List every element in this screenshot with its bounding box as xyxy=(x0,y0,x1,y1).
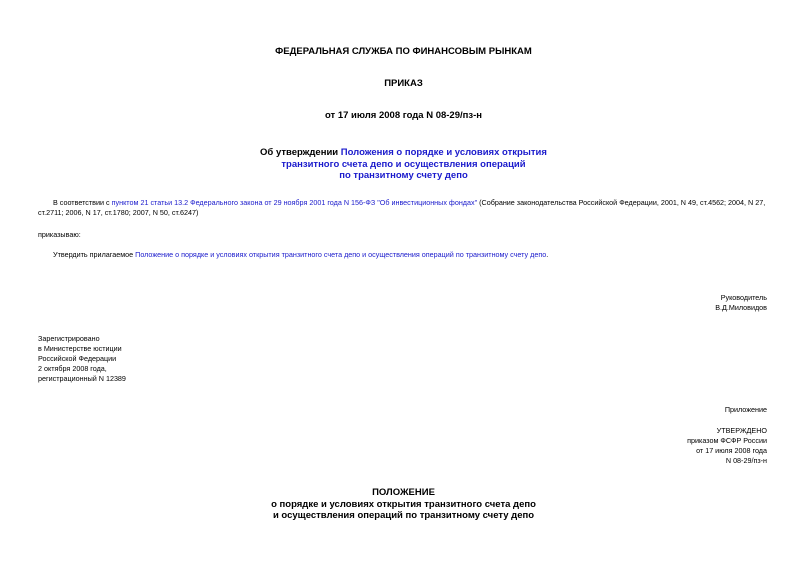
title-link-line2[interactable]: транзитного счета депо и осуществления операций xyxy=(281,158,526,170)
regulation-subtitle-line2: и осуществления операций по транзитному счету депо xyxy=(272,510,535,521)
signature-block xyxy=(715,293,767,313)
registration-line: в Министерстве юстиции xyxy=(38,344,122,353)
regulation-subtitle-line1: о порядке и условиях открытия транзитного счета депо xyxy=(271,498,536,510)
title-link-line3[interactable]: по транзитному счету депо xyxy=(339,170,468,181)
approval-line: УТВЕРЖДЕНО xyxy=(716,426,767,435)
title-prefix: Об утверждении xyxy=(260,147,341,158)
registration-line: 2 октября 2008 года, xyxy=(38,364,107,373)
order-title xyxy=(0,147,807,182)
approval-line: N 08-29/пз-н xyxy=(725,456,767,465)
registration-line: Зарегистрировано xyxy=(38,334,100,343)
p2-end: . xyxy=(546,250,549,259)
regulation-heading xyxy=(0,487,807,522)
registration-line: регистрационный N 12389 xyxy=(38,374,126,383)
approval-line: приказом ФСФР России xyxy=(687,436,767,445)
signature-name: В.Д.Миловидов xyxy=(715,303,767,312)
regulation-title: ПОЛОЖЕНИЕ xyxy=(372,487,435,498)
doc-type: ПРИКАЗ xyxy=(384,78,423,89)
registration-line: Российской Федерации xyxy=(38,354,117,363)
law-link[interactable]: пунктом 21 статьи 13.2 Федерального закона от 29 ноября 2001 года N 156-ФЗ "Об инвестиционных фондах" xyxy=(111,198,478,207)
approval-block xyxy=(687,426,767,466)
paragraph-basis xyxy=(38,198,778,218)
p1-end: (Собрание законодательства Российской Федерации, 2001, N 49, ст.4562; 2004, N 27, xyxy=(477,198,766,207)
p1-start: В соответствии с xyxy=(53,198,112,207)
title-link-line1[interactable]: Положения о порядке и условиях открытия xyxy=(340,147,547,158)
appendix-label: Приложение xyxy=(724,405,767,414)
agency-name: ФЕДЕРАЛЬНАЯ СЛУЖБА ПО ФИНАНСОВЫМ РЫНКАМ xyxy=(275,46,532,57)
p1-line2: ст.2711; 2006, N 17, ст.1780; 2007, N 50, ст.6247) xyxy=(38,208,199,217)
signature-role: Руководитель xyxy=(720,293,767,302)
paragraph-approve xyxy=(53,250,773,260)
regulation-link[interactable]: Положение о порядке и условиях открытия транзитного счета депо и осуществления операций по транзитному счету депо xyxy=(135,250,547,259)
registration-block xyxy=(38,334,126,384)
order-word: приказываю: xyxy=(38,230,81,239)
p2-start: Утвердить прилагаемое xyxy=(53,250,136,259)
approval-line: от 17 июля 2008 года xyxy=(696,446,767,455)
order-date-number: от 17 июля 2008 года N 08-29/пз-н xyxy=(324,110,483,121)
